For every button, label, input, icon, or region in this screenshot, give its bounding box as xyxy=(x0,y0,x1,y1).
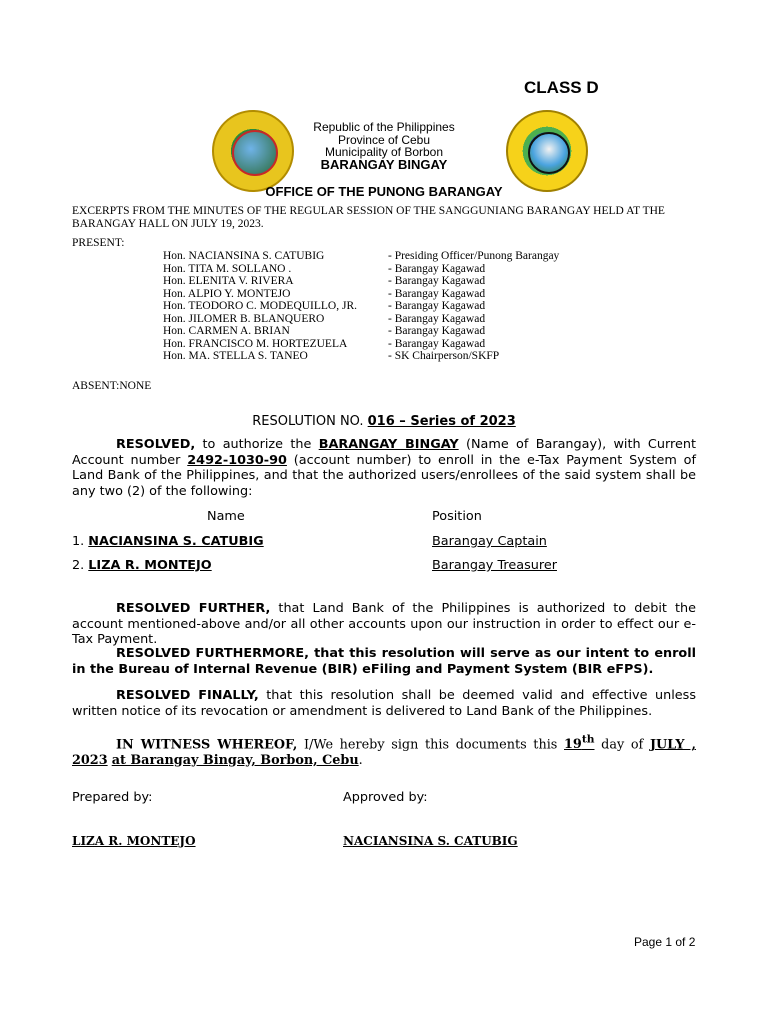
attendee-name: Hon. TEODORO C. MODEQUILLO, JR. xyxy=(163,300,358,312)
absent-label: ABSENT:NONE xyxy=(72,380,152,392)
further-text: that Land Bank of the Philippines is authorized to debit the account mentioned-above and/or all other accounts upon our instruction in order to effect our e-Tax Payment. xyxy=(72,601,696,647)
page-number-text: Page 1 of 2 xyxy=(634,935,696,949)
header-municipality: Municipality of Borbon xyxy=(324,145,444,159)
attendee-role: - Barangay Kagawad xyxy=(388,300,486,312)
furthermore-text: that this resolution will serve as our intent to enroll in the Bureau of Internal Revenue (BIR) eFiling and Payment System (BIR eFPS). xyxy=(72,646,696,677)
authorized-user-position: Barangay Captain xyxy=(432,534,547,549)
list-number: 1. xyxy=(72,534,89,549)
user-name: NACIANSINA S. CATUBIG xyxy=(88,534,264,549)
witness-text: day of xyxy=(594,737,650,753)
attendee-row xyxy=(0,263,768,275)
witness-place: at Barangay Bingay, Borbon, Cebu xyxy=(111,752,359,768)
resolution-prefix: RESOLUTION NO. xyxy=(252,414,368,429)
barangay-name: BARANGAY BINGAY xyxy=(318,437,459,452)
day-suffix: th xyxy=(581,733,595,746)
witness-day xyxy=(564,733,595,753)
attendee-role: - Barangay Kagawad xyxy=(388,275,486,287)
list-number: 2. xyxy=(72,558,89,573)
authorized-user-position: Barangay Treasurer xyxy=(432,558,557,573)
attendee-row xyxy=(0,350,768,362)
attendee-role: - Barangay Kagawad xyxy=(388,287,486,300)
attendee-role: - Barangay Kagawad xyxy=(388,262,486,275)
furthermore-paragraph xyxy=(72,646,696,677)
user-name: LIZA R. MONTEJO xyxy=(88,558,212,573)
attendee-name: Hon. TITA M. SOLLANO . xyxy=(163,262,292,275)
resolved-lead: RESOLVED, xyxy=(116,437,196,452)
attendee-role: - SK Chairperson/SKFP xyxy=(388,350,500,362)
prepared-by-name: LIZA R. MONTEJO xyxy=(72,834,196,848)
present-label: PRESENT: xyxy=(72,237,125,249)
finally-lead: RESOLVED FINALLY, xyxy=(116,688,259,703)
header-barangay: BARANGAY BINGAY xyxy=(320,157,448,172)
attendee-name: Hon. ALPIO Y. MONTEJO xyxy=(163,287,291,300)
attendee-row xyxy=(0,325,768,337)
resolution-number: 016 – Series of 2023 xyxy=(367,414,516,429)
furthermore-lead: RESOLVED FURTHERMORE, xyxy=(116,646,309,661)
prepared-by-label: Prepared by: xyxy=(72,790,153,805)
attendee-role: - Presiding Officer/Punong Barangay xyxy=(388,250,560,262)
attendee-name: Hon. MA. STELLA S. TANEO xyxy=(163,350,308,362)
resolved-text: to authorize the xyxy=(195,437,319,452)
resolved-text: (Name of Barangay), with Current Account number xyxy=(72,437,696,468)
witness-lead: IN WITNESS WHEREOF, xyxy=(116,737,298,753)
further-paragraph xyxy=(72,601,696,648)
header-province: Province of Cebu xyxy=(337,133,431,147)
header-republic: Republic of the Philippines xyxy=(313,120,455,134)
attendee-row xyxy=(0,288,768,300)
witness-text: I/We hereby sign this documents this xyxy=(297,737,565,753)
name-column-header: Name xyxy=(207,509,245,524)
page-number xyxy=(634,935,695,949)
witness-month-year: JULY , 2023 xyxy=(72,737,696,768)
further-lead: RESOLVED FURTHER, xyxy=(116,601,271,616)
attendee-name: Hon. ELENITA V. RIVERA xyxy=(163,275,294,287)
resolved-paragraph xyxy=(72,437,696,499)
attendee-role: - Barangay Kagawad xyxy=(388,325,486,337)
finally-text: that this resolution shall be deemed valid and effective unless written notice of its revocation or amendment is delivered to Land Bank of the Philippines. xyxy=(72,688,696,719)
position-column-header: Position xyxy=(432,509,482,524)
attendee-row xyxy=(0,250,768,262)
attendee-name: Hon. NACIANSINA S. CATUBIG xyxy=(163,250,325,262)
attendee-row xyxy=(0,338,768,350)
attendee-name: Hon. FRANCISCO M. HORTEZUELA xyxy=(163,337,348,350)
minutes-intro: EXCERPTS FROM THE MINUTES OF THE REGULAR SESSION OF THE SANGGUNIANG BARANGAY HELD AT THE BARANGAY HALL ON JULY 19, 2023. xyxy=(72,205,665,230)
finally-paragraph xyxy=(72,688,696,719)
attendee-name: Hon. CARMEN A. BRIAN xyxy=(163,325,290,337)
witness-paragraph xyxy=(72,732,696,768)
resolution-title xyxy=(0,414,768,429)
authorized-user-name xyxy=(72,534,264,549)
resolved-text: (account number) to enroll in the e-Tax Payment System of Land Bank of the Philippines, and that the authorized users/enrollees of the said system shall be any two (2) of the following: xyxy=(72,452,697,499)
attendee-row xyxy=(0,313,768,325)
attendee-role: - Barangay Kagawad xyxy=(388,337,486,350)
attendee-name: Hon. JILOMER B. BLANQUERO xyxy=(163,312,325,325)
day-number: 19 xyxy=(564,737,582,753)
approved-by-name: NACIANSINA S. CATUBIG xyxy=(343,834,518,848)
approved-by-label: Approved by: xyxy=(343,790,428,805)
office-title: OFFICE OF THE PUNONG BARANGAY xyxy=(265,184,503,199)
document-class-label: CLASS D xyxy=(524,78,599,97)
attendee-row xyxy=(0,275,768,287)
attendee-role: - Barangay Kagawad xyxy=(388,312,486,325)
account-number: 2492-1030-90 xyxy=(187,452,287,468)
authorized-user-name xyxy=(72,558,212,573)
witness-end: . xyxy=(358,752,363,768)
attendee-row xyxy=(0,300,768,312)
